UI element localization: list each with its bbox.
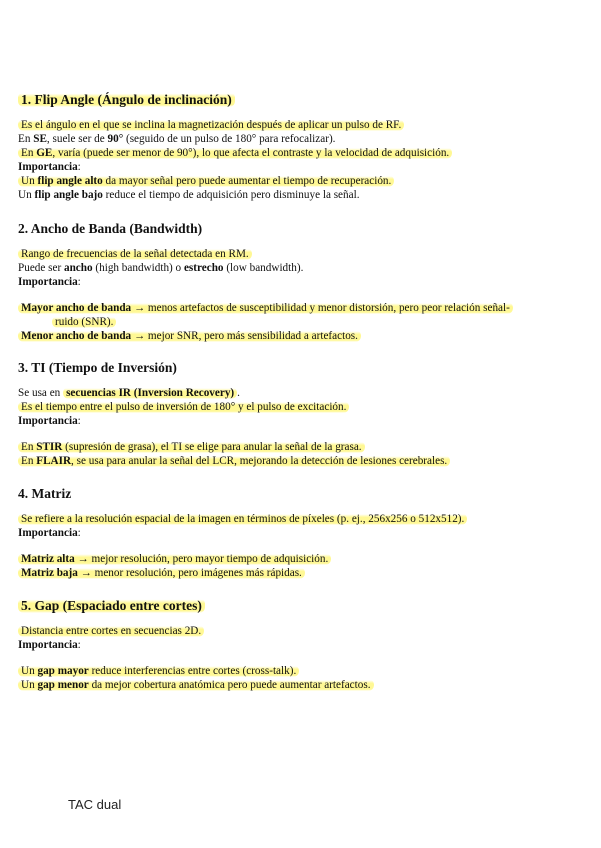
importance-label: Importancia: [18, 415, 81, 427]
text-line: En GE, varía (puede ser menor de 90°), lo que afecta el contraste y la velocidad de adquisición. [18, 146, 583, 160]
text-line: Matriz alta → mejor resolución, pero mayor tiempo de adquisición. [18, 552, 583, 566]
footer-note: TAC dual [68, 797, 122, 812]
text-line: Matriz baja → menor resolución, pero imágenes más rápidas. [18, 566, 583, 580]
section-matriz [18, 486, 583, 580]
text-line: ruido (SNR). [18, 315, 583, 329]
section-title: 5. Gap (Espaciado entre cortes) [18, 598, 583, 614]
text-line: En SE, suele ser de 90° (seguido de un pulso de 180° para refocalizar). [18, 133, 336, 145]
section-title: 1. Flip Angle (Ángulo de inclinación) [18, 92, 583, 108]
importance-label: Importancia: [18, 276, 81, 288]
section-flip-angle [18, 92, 583, 202]
importance-label: Importancia: [18, 161, 81, 173]
text-line: Distancia entre cortes en secuencias 2D. [18, 624, 583, 638]
text-line: En FLAIR, se usa para anular la señal del LCR, mejorando la detección de lesiones cerebrales. [18, 454, 583, 468]
text-line: En STIR (supresión de grasa), el TI se elige para anular la señal de la grasa. [18, 440, 583, 454]
section-title: 3. TI (Tiempo de Inversión) [18, 360, 177, 375]
section-bandwidth [18, 221, 583, 343]
text-line: Un flip angle alto da mayor señal pero puede aumentar el tiempo de recuperación. [18, 174, 583, 188]
importance-label: Importancia: [18, 639, 81, 651]
text-line: Es el ángulo en el que se inclina la magnetización después de aplicar un pulso de RF. [18, 118, 583, 132]
section-ti [18, 360, 583, 468]
text-line: Rango de frecuencias de la señal detectada en RM. [18, 247, 583, 261]
text-line: Puede ser ancho (high bandwidth) o estrecho (low bandwidth). [18, 262, 304, 274]
importance-label: Importancia: [18, 527, 81, 539]
text-line: Un gap mayor reduce interferencias entre cortes (cross-talk). [18, 664, 583, 678]
text-line: Un gap menor da mejor cobertura anatómica pero puede aumentar artefactos. [18, 678, 583, 692]
text-line: Mayor ancho de banda → menos artefactos de susceptibilidad y menor distorsión, pero peor relación señal- [18, 301, 583, 315]
text-line: Es el tiempo entre el pulso de inversión de 180° y el pulso de excitación. [18, 400, 583, 414]
text-line: Menor ancho de banda → mejor SNR, pero más sensibilidad a artefactos. [18, 329, 583, 343]
text-line: Se refiere a la resolución espacial de la imagen en términos de píxeles (p. ej., 256x256 o 512x512). [18, 512, 583, 526]
text-line: Se usa en secuencias IR (Inversion Recovery) . [18, 387, 240, 399]
section-gap [18, 598, 583, 692]
text-line: Un flip angle bajo reduce el tiempo de adquisición pero disminuye la señal. [18, 189, 360, 201]
section-title: 2. Ancho de Banda (Bandwidth) [18, 221, 203, 236]
section-title: 4. Matriz [18, 486, 72, 501]
